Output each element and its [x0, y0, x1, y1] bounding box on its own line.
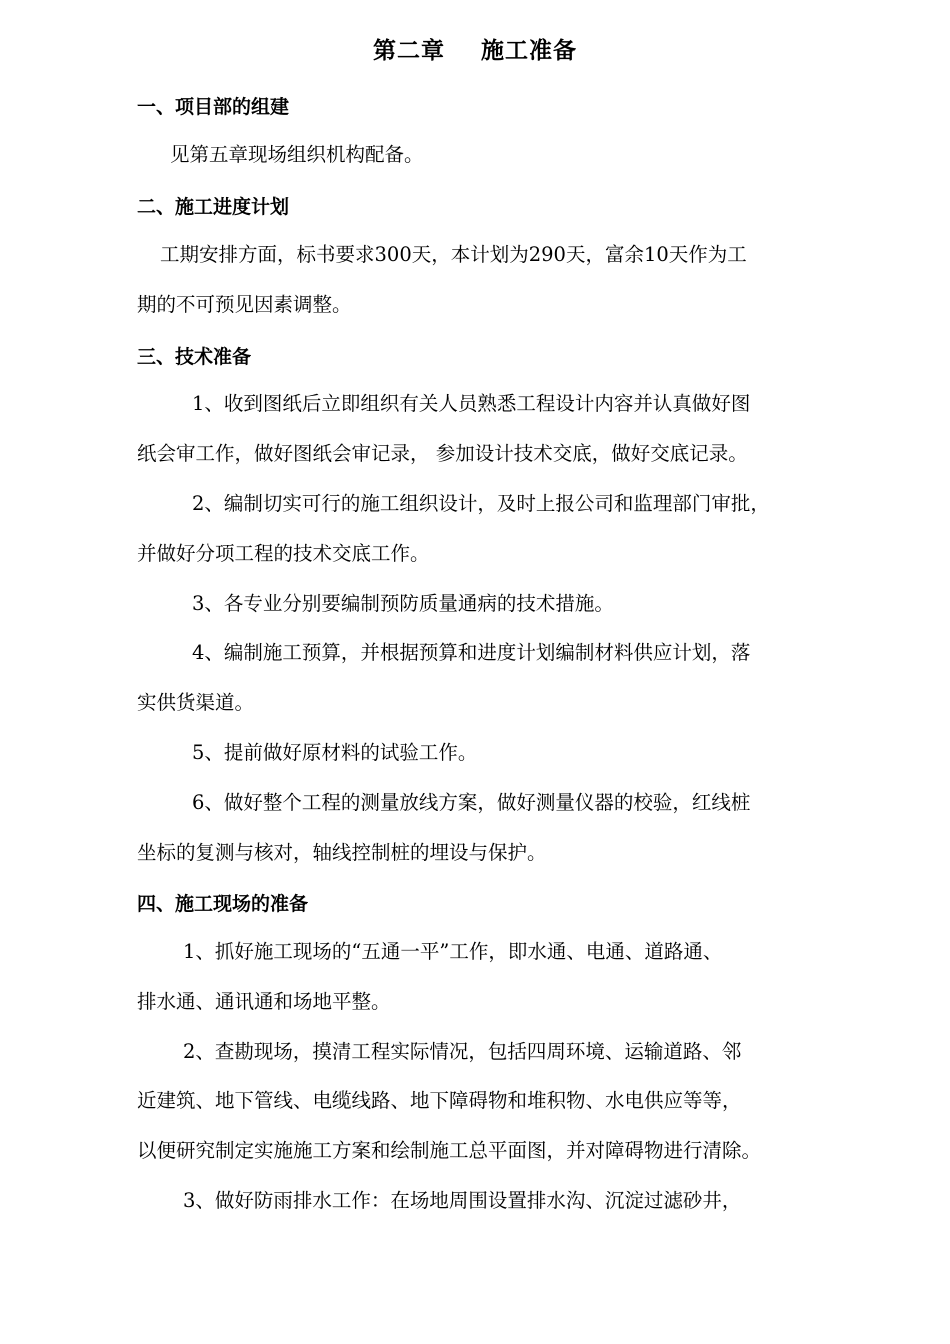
page-title: 第二章 施工准备 [372, 38, 578, 64]
paragraph-line: 见第五章现场组织机构配备。 [170, 143, 424, 166]
paragraph-line: 6、做好整个工程的测量放线方案，做好测量仪器的校验，红线桩 [192, 791, 751, 814]
paragraph-line: 并做好分项工程的技术交底工作。 [137, 542, 430, 565]
paragraph-line: 坐标的复测与核对，轴线控制桩的埋设与保护。 [137, 841, 547, 864]
paragraph-line: 1、收到图纸后立即组织有关人员熟悉工程设计内容并认真做好图 [192, 392, 751, 415]
section-heading-2: 二、施工进度计划 [137, 196, 290, 218]
section-heading-1: 一、项目部的组建 [137, 96, 290, 118]
paragraph-line: 实供货渠道。 [137, 691, 255, 714]
paragraph-line: 5、提前做好原材料的试验工作。 [192, 741, 478, 764]
section-heading-4: 四、施工现场的准备 [137, 893, 309, 915]
paragraph-line: 工期安排方面，标书要求300天，本计划为290天，富余10天作为工 [160, 243, 747, 266]
section-heading-3: 三、技术准备 [137, 346, 252, 368]
paragraph-line: 2、编制切实可行的施工组织设计，及时上报公司和监理部门审批， [192, 492, 770, 515]
paragraph-line: 1、抓好施工现场的“五通一平”工作，即水通、电通、道路通、 [183, 940, 723, 963]
paragraph-line: 以便研究制定实施施工方案和绘制施工总平面图，并对障碍物进行清除。 [137, 1139, 762, 1162]
paragraph-line: 3、各专业分别要编制预防质量通病的技术措施。 [192, 592, 614, 615]
paragraph-line: 4、编制施工预算，并根据预算和进度计划编制材料供应计划，落 [192, 641, 751, 664]
paragraph-line: 近建筑、地下管线、电缆线路、地下障碍物和堆积物、水电供应等等， [137, 1089, 742, 1112]
paragraph-line: 3、做好防雨排水工作：在场地周围设置排水沟、沉淀过滤砂井， [183, 1189, 742, 1212]
paragraph-line: 2、查勘现场，摸清工程实际情况，包括四周环境、运输道路、邻 [183, 1040, 742, 1063]
paragraph-line: 排水通、通讯通和场地平整。 [137, 990, 391, 1013]
paragraph-line: 纸会审工作，做好图纸会审记录， 参加设计技术交底，做好交底记录。 [137, 442, 748, 465]
paragraph-line: 期的不可预见因素调整。 [137, 293, 352, 316]
